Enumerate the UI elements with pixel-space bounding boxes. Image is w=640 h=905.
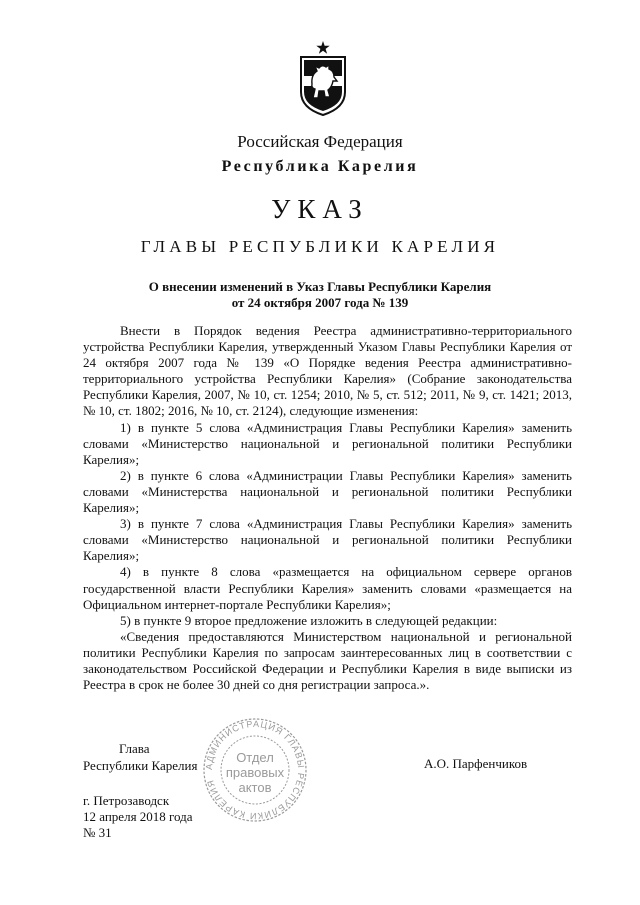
signing-date: 12 апреля 2018 года — [83, 809, 193, 824]
stamp-ring-text: АДМИНИСТРАЦИЯ ГЛАВЫ РЕСПУБЛИКИ КАРЕЛИЯ — [203, 718, 307, 822]
signatory-name: А.О. Парфенчиков — [424, 756, 528, 771]
karelia-coat-of-arms-icon — [298, 40, 348, 116]
amendment-item-5: 5) в пункте 9 второе предложение изложить в следующей редакции: — [120, 612, 498, 628]
document-type: УКАЗ — [271, 194, 369, 224]
signatory-position — [83, 740, 197, 774]
intro-paragraph: Внести в Порядок ведения Реестра административно-территориального устройства Республики Карелия, утвержденный Указом Главы Республики Карелия от 24 октября 2007 года № 139 «О Порядке ведения Реестра административно-территориального устройства Республики Карелия» (Собрание законодательства Республики Карелия, 2007, № 10, ст. 1254; 2010, № 5, ст. 512; 2011, № 9, ст. 1421; 2013, № 10, ст. 1802; 2016, № 10, ст. 2124), следующие изменения: — [83, 323, 572, 419]
republic-name: Республика Карелия — [221, 158, 419, 175]
signatory-title-line-1: Глава — [119, 741, 150, 756]
subject-line-2: от 24 октября 2007 года № 139 — [231, 295, 409, 310]
country-name: Российская Федерация — [237, 132, 403, 151]
registration-stamp — [202, 717, 308, 823]
amendment-item-1: 1) в пункте 5 слова «Администрация Главы Республики Карелия» заменить словами «Министерство национальной и региональной политики Республики Карелия»; — [83, 419, 572, 467]
stamp-line-1: Отдел — [236, 750, 274, 765]
amendment-item-4: 4) в пункте 8 слова «размещается на официальном сервере органов государственной власти Республики Карелия» заменить словами «размещается на Официальном интернет-портале Республики Карелия»; — [83, 564, 572, 612]
document-subject — [0, 279, 640, 311]
amendment-item-2: 2) в пункте 6 слова «Администрации Главы Республики Карелия» заменить словами «Министерства национальной и региональной политики Республики Карелия»; — [83, 467, 572, 516]
signatory-title-line-2: Республики Карелия — [83, 758, 198, 773]
stamp-line-3: актов — [238, 780, 272, 795]
issuer-title: ГЛАВЫ РЕСПУБЛИКИ КАРЕЛИЯ — [140, 237, 500, 256]
decree-number: № 31 — [83, 825, 112, 840]
signing-place: г. Петрозаводск — [83, 793, 170, 808]
document-footer — [83, 793, 193, 841]
amendment-quote: «Сведения предоставляются Министерством национальной и региональной политики Республики Карелия по запросам заинтересованных лиц в соответствии с законодательством Российской Федерации и Республики Карелия в виде выписки из Реестра в срок не более 30 дней со дня регистрации запроса.». — [83, 628, 572, 693]
amendment-item-3: 3) в пункте 7 слова «Администрация Главы Республики Карелия» заменить словами «Министерство национальной и региональной политики Республики Карелия»; — [83, 516, 572, 564]
decree-body — [83, 323, 572, 693]
subject-line-1: О внесении изменений в Указ Главы Республики Карелия — [148, 279, 492, 294]
stamp-line-2: правовых — [225, 765, 285, 780]
